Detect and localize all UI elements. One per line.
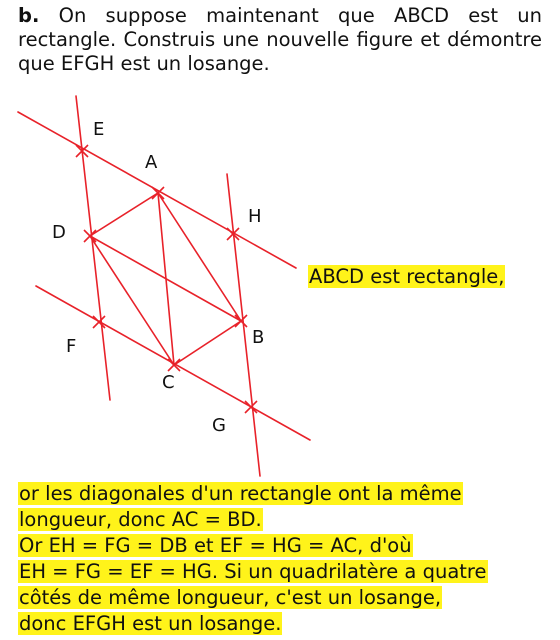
label-c: C (162, 372, 175, 393)
answer-side-note (308, 264, 505, 289)
label-e: E (93, 119, 105, 140)
proof-line (18, 585, 548, 611)
proof-line (18, 533, 548, 559)
point-mark-g (245, 401, 257, 413)
point-mark-b (235, 315, 247, 327)
diagonal-bd (90, 236, 241, 321)
proof-line-text: EH = FG = EF = HG. Si un quadrilatère a quatre (19, 560, 487, 583)
label-d: D (52, 222, 66, 243)
proof-line-text: côtés de même longueur, c'est un losange, (19, 586, 442, 609)
proof-line (18, 559, 548, 585)
exercise-text: On suppose maintenant que ABCD est un rectangle. Construis une nouvelle figure et démontre que EFGH est un losange. (18, 4, 542, 75)
proof-line (18, 481, 548, 507)
label-a: A (145, 152, 158, 173)
exercise-statement (18, 4, 542, 76)
proof-line (18, 507, 548, 533)
label-b: B (252, 327, 265, 348)
proof-line-text: donc EFGH est un losange. (19, 612, 282, 635)
label-g: G (212, 415, 226, 436)
proof-line-text: or les diagonales d'un rectangle ont la même (19, 482, 462, 505)
exercise-label: b. (18, 4, 40, 27)
proof-line (18, 611, 548, 637)
label-h: H (248, 206, 262, 227)
point-mark-f (93, 316, 105, 328)
proof-line-text: Or EH = FG = DB et EF = HG = AC, d'où (19, 534, 412, 557)
point-mark-d (84, 230, 96, 242)
answer-proof (18, 481, 548, 637)
line-through-d (76, 96, 110, 400)
side-note-text: ABCD est rectangle, (309, 265, 505, 288)
line-through-a (18, 112, 296, 268)
proof-line-text: longueur, donc AC = BD. (19, 508, 262, 531)
label-f: F (66, 336, 77, 357)
